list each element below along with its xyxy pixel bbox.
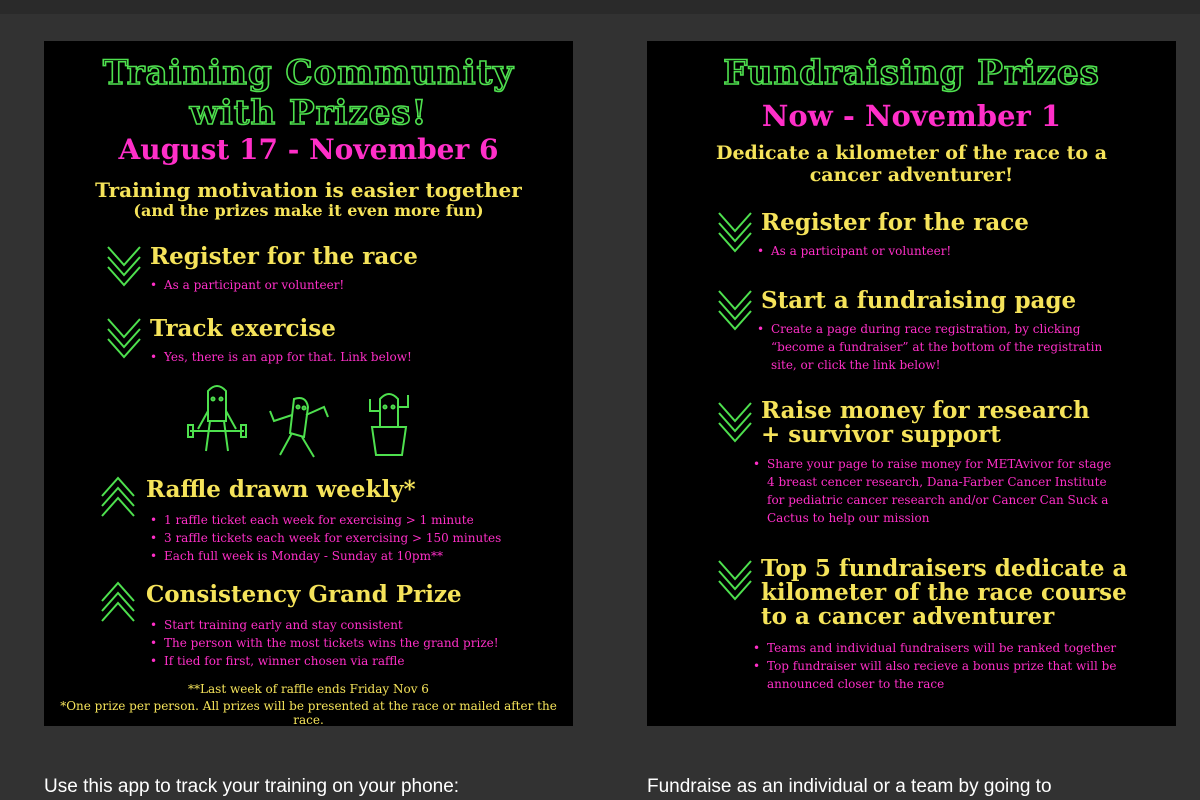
section-heading: Raise money for research + survivor support [761, 397, 1090, 448]
poster-subtitle: Dedicate a kilometer of the race to a [715, 142, 1108, 164]
section-top-fundraisers [717, 557, 1157, 693]
bullet: • If tied for first, winner chosen via raffle [150, 652, 560, 670]
section-heading: Register for the race [150, 243, 418, 270]
section-grand-prize [100, 581, 560, 670]
chevron-down-icon [717, 287, 757, 331]
chevron-down-icon [106, 315, 146, 359]
bullet: • Yes, there is an app for that. Link below! [150, 348, 546, 366]
chevron-down-icon [106, 243, 146, 287]
section-fundraising-page [717, 287, 1157, 374]
caption-app-track: Use this app to track your training on your phone: [44, 776, 460, 797]
section-raffle [100, 476, 560, 565]
section-register [717, 209, 1157, 260]
bullet: • Create a page during race registration, by clicking “become a fundraiser” at the bottom of the registratin site, or click the link below! [757, 320, 1127, 374]
poster-subtitle-paren: (and the prizes make it even more fun) [133, 201, 484, 220]
bullet: • Top fundraiser will also recieve a bonus prize that will be announced closer to the race [753, 657, 1123, 693]
section-heading: Consistency Grand Prize [146, 581, 462, 608]
poster-title: Fundraising Prizes [723, 53, 1100, 93]
footnote-one-prize: *One prize per person. All prizes will be presented at the race or mailed after the race. [60, 699, 557, 726]
fundraising-prizes-poster [647, 41, 1176, 726]
bullet: • As a participant or volunteer! [150, 276, 546, 294]
footnote-last-week: **Last week of raffle ends Friday Nov 6 [188, 682, 429, 696]
poster-dates: August 17 - November 6 [118, 133, 499, 166]
training-prizes-poster [44, 41, 573, 726]
cactus-pot-icon [358, 385, 420, 461]
section-heading: Raffle drawn weekly* [146, 476, 416, 503]
section-track [106, 315, 546, 366]
bullet: • Share your page to raise money for METAvivor for stage 4 breast cencer research, Dana-Farber Cancer Institute for pediatric cancer research and/or Cancer Can Suck a Cactus to help our mission [753, 455, 1113, 527]
chevron-down-icon [717, 399, 757, 443]
poster-title-line2: with Prizes! [189, 93, 428, 133]
section-heading: Top 5 fundraisers dedicate a kilometer of the race course to a cancer adventurer [761, 555, 1128, 630]
bullet: • 3 raffle tickets each week for exercising > 150 minutes [150, 529, 560, 547]
caption-fundraise: Fundraise as an individual or a team by going to [647, 776, 1052, 797]
section-heading: Register for the race [761, 209, 1029, 236]
chevron-up-icon [100, 476, 140, 520]
poster-title-line1: Training Community [102, 53, 515, 93]
chevron-up-icon [100, 581, 140, 625]
section-register [106, 243, 546, 294]
chevron-down-icon [717, 209, 757, 253]
bullet: • Each full week is Monday - Sunday at 10pm** [150, 547, 560, 565]
bullet: • 1 raffle ticket each week for exercising > 1 minute [150, 511, 560, 529]
top-bar [0, 0, 1200, 14]
poster-subtitle-line2: cancer adventurer! [809, 164, 1014, 186]
bullet: • The person with the most tickets wins the grand prize! [150, 634, 560, 652]
poster-subtitle: Training motivation is easier together [95, 178, 522, 202]
bullet: • Start training early and stay consistent [150, 616, 560, 634]
cactus-weightlifter-icon [186, 381, 248, 461]
bullet: • As a participant or volunteer! [757, 242, 1157, 260]
section-raise-money [717, 399, 1157, 527]
section-heading: Start a fundraising page [761, 287, 1077, 314]
chevron-down-icon [717, 557, 757, 601]
poster-dates: Now - November 1 [761, 99, 1062, 133]
cactus-runner-icon [266, 393, 332, 463]
section-heading: Track exercise [150, 315, 336, 342]
bullet: • Teams and individual fundraisers will be ranked together [753, 639, 1123, 657]
